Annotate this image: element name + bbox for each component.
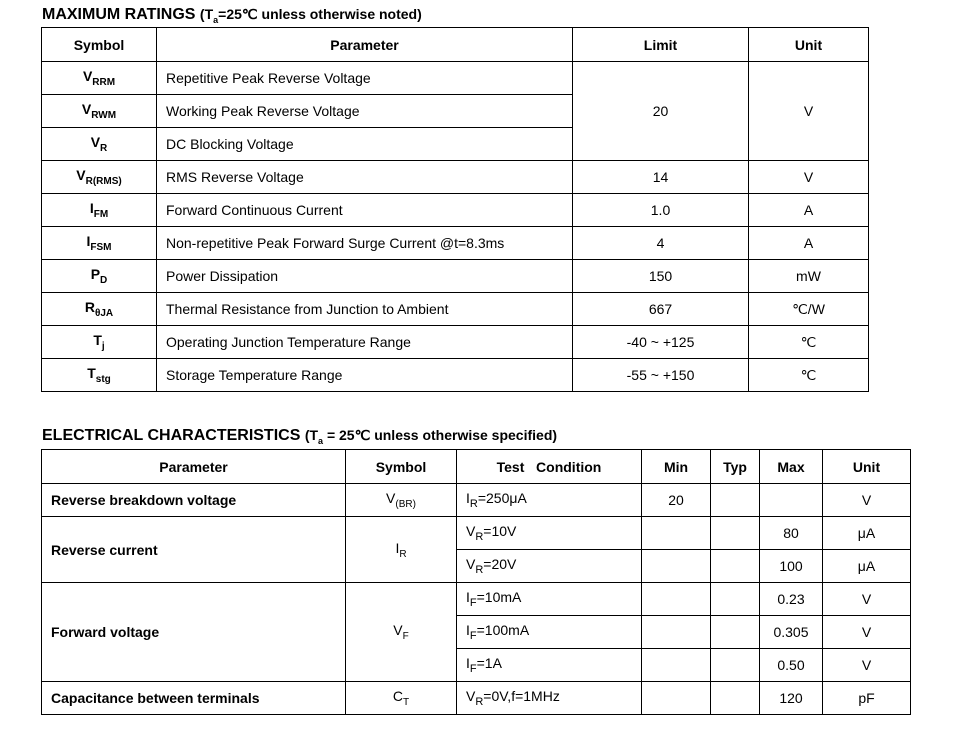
symbol-cell: $I_R$ xyxy=(346,517,457,583)
unit-cell: V xyxy=(823,583,911,616)
min-cell xyxy=(642,550,711,583)
typ-cell xyxy=(711,583,760,616)
parameter-cell: RMS Reverse Voltage xyxy=(157,161,573,194)
max-ratings-note: ($T_a=25℃$ unless otherwise noted) xyxy=(199,6,422,25)
header-min: Min xyxy=(642,450,711,484)
table-row xyxy=(42,62,869,95)
table-header-row xyxy=(42,28,869,62)
symbol-cell: $V_R$ xyxy=(42,128,157,161)
table-row xyxy=(42,260,869,293)
condition-cell: $V_R=20V$ xyxy=(457,550,642,583)
header-parameter: Parameter xyxy=(157,28,573,62)
max-ratings-title: MAXIMUM RATINGS ($T_a=25℃$ unless otherwise noted) xyxy=(42,6,422,25)
symbol-cell: $I_{FSM}$ xyxy=(42,227,157,260)
header-parameter: Parameter xyxy=(42,450,346,484)
header-unit: Unit xyxy=(823,450,911,484)
max-cell: 100 xyxy=(760,550,823,583)
typ-cell xyxy=(711,550,760,583)
typ-cell xyxy=(711,682,760,715)
limit-cell: 20 xyxy=(573,62,749,161)
unit-cell: μA xyxy=(823,517,911,550)
header-symbol: Symbol xyxy=(42,28,157,62)
condition-cell: $I_F=1A$ xyxy=(457,649,642,682)
min-cell: 20 xyxy=(642,484,711,517)
table-header-row xyxy=(42,450,911,484)
max-cell: 0.305 xyxy=(760,616,823,649)
header-symbol: Symbol xyxy=(346,450,457,484)
symbol-cell: $V_{RWM}$ xyxy=(42,95,157,128)
parameter-cell: Storage Temperature Range xyxy=(157,359,573,392)
header-max: Max xyxy=(760,450,823,484)
limit-cell: 14 xyxy=(573,161,749,194)
table-row xyxy=(42,484,911,517)
unit-cell: mW xyxy=(749,260,869,293)
unit-cell: ℃/W xyxy=(749,293,869,326)
unit-cell: V xyxy=(749,62,869,161)
header-limit: Limit xyxy=(573,28,749,62)
electrical-title: ELECTRICAL CHARACTERISTICS ($T_a$ = 25℃ unless otherwise specified) xyxy=(42,427,558,446)
condition-cell: $I_F=100mA$ xyxy=(457,616,642,649)
limit-cell: 667 xyxy=(573,293,749,326)
unit-cell: A xyxy=(749,227,869,260)
limit-cell: -55 ~ +150 xyxy=(573,359,749,392)
limit-cell: 4 xyxy=(573,227,749,260)
symbol-cell: $V_F$ xyxy=(346,583,457,682)
table-row xyxy=(42,517,911,550)
condition-cell: $I_F=10mA$ xyxy=(457,583,642,616)
limit-cell: -40 ~ +125 xyxy=(573,326,749,359)
min-cell xyxy=(642,517,711,550)
unit-cell: A xyxy=(749,194,869,227)
symbol-cell: $T_j$ xyxy=(42,326,157,359)
parameter-cell: Reverse current xyxy=(42,517,346,583)
electrical-table xyxy=(41,449,911,715)
table-row xyxy=(42,227,869,260)
electrical-note: ($T_a$ = 25℃ unless otherwise specified) xyxy=(304,427,558,446)
table-row xyxy=(42,293,869,326)
unit-cell: ℃ xyxy=(749,359,869,392)
max-cell: 80 xyxy=(760,517,823,550)
max-cell: 0.50 xyxy=(760,649,823,682)
parameter-cell: Forward Continuous Current xyxy=(157,194,573,227)
max-ratings-table xyxy=(41,27,869,392)
symbol-cell: $C_T$ xyxy=(346,682,457,715)
unit-cell: V xyxy=(823,649,911,682)
header-typ: Typ xyxy=(711,450,760,484)
symbol-cell: $P_D$ xyxy=(42,260,157,293)
parameter-cell: Power Dissipation xyxy=(157,260,573,293)
unit-cell: pF xyxy=(823,682,911,715)
header-unit: Unit xyxy=(749,28,869,62)
parameter-cell: Non-repetitive Peak Forward Surge Current @t=8.3ms xyxy=(157,227,573,260)
table-row xyxy=(42,359,869,392)
parameter-cell: Thermal Resistance from Junction to Ambient xyxy=(157,293,573,326)
parameter-cell: DC Blocking Voltage xyxy=(157,128,573,161)
min-cell xyxy=(642,616,711,649)
symbol-cell: $R_{\theta JA}$ xyxy=(42,293,157,326)
table-row xyxy=(42,161,869,194)
min-cell xyxy=(642,682,711,715)
min-cell xyxy=(642,649,711,682)
unit-cell: ℃ xyxy=(749,326,869,359)
limit-cell: 150 xyxy=(573,260,749,293)
parameter-cell: Capacitance between terminals xyxy=(42,682,346,715)
parameter-cell: Operating Junction Temperature Range xyxy=(157,326,573,359)
typ-cell xyxy=(711,649,760,682)
unit-cell: V xyxy=(749,161,869,194)
table-row xyxy=(42,194,869,227)
condition-cell: $I_R=250\mu A$ xyxy=(457,484,642,517)
symbol-cell: $I_{FM}$ xyxy=(42,194,157,227)
typ-cell xyxy=(711,616,760,649)
max-cell: 120 xyxy=(760,682,823,715)
unit-cell: V xyxy=(823,616,911,649)
parameter-cell: Reverse breakdown voltage xyxy=(42,484,346,517)
header-condition: Test Condition xyxy=(457,450,642,484)
symbol-cell: $V_{RRM}$ xyxy=(42,62,157,95)
condition-cell: $V_R=10V$ xyxy=(457,517,642,550)
parameter-cell: Working Peak Reverse Voltage xyxy=(157,95,573,128)
min-cell xyxy=(642,583,711,616)
max-cell xyxy=(760,484,823,517)
parameter-cell: Repetitive Peak Reverse Voltage xyxy=(157,62,573,95)
symbol-cell: $V_{(BR)}$ xyxy=(346,484,457,517)
unit-cell: μA xyxy=(823,550,911,583)
symbol-cell: $V_{R(RMS)}$ xyxy=(42,161,157,194)
unit-cell: V xyxy=(823,484,911,517)
symbol-cell: $T_{stg}$ xyxy=(42,359,157,392)
typ-cell xyxy=(711,484,760,517)
table-row xyxy=(42,326,869,359)
max-cell: 0.23 xyxy=(760,583,823,616)
table-row xyxy=(42,583,911,616)
limit-cell: 1.0 xyxy=(573,194,749,227)
typ-cell xyxy=(711,517,760,550)
parameter-cell: Forward voltage xyxy=(42,583,346,682)
table-row xyxy=(42,682,911,715)
condition-cell: $V_R=0V,f=1MHz$ xyxy=(457,682,642,715)
